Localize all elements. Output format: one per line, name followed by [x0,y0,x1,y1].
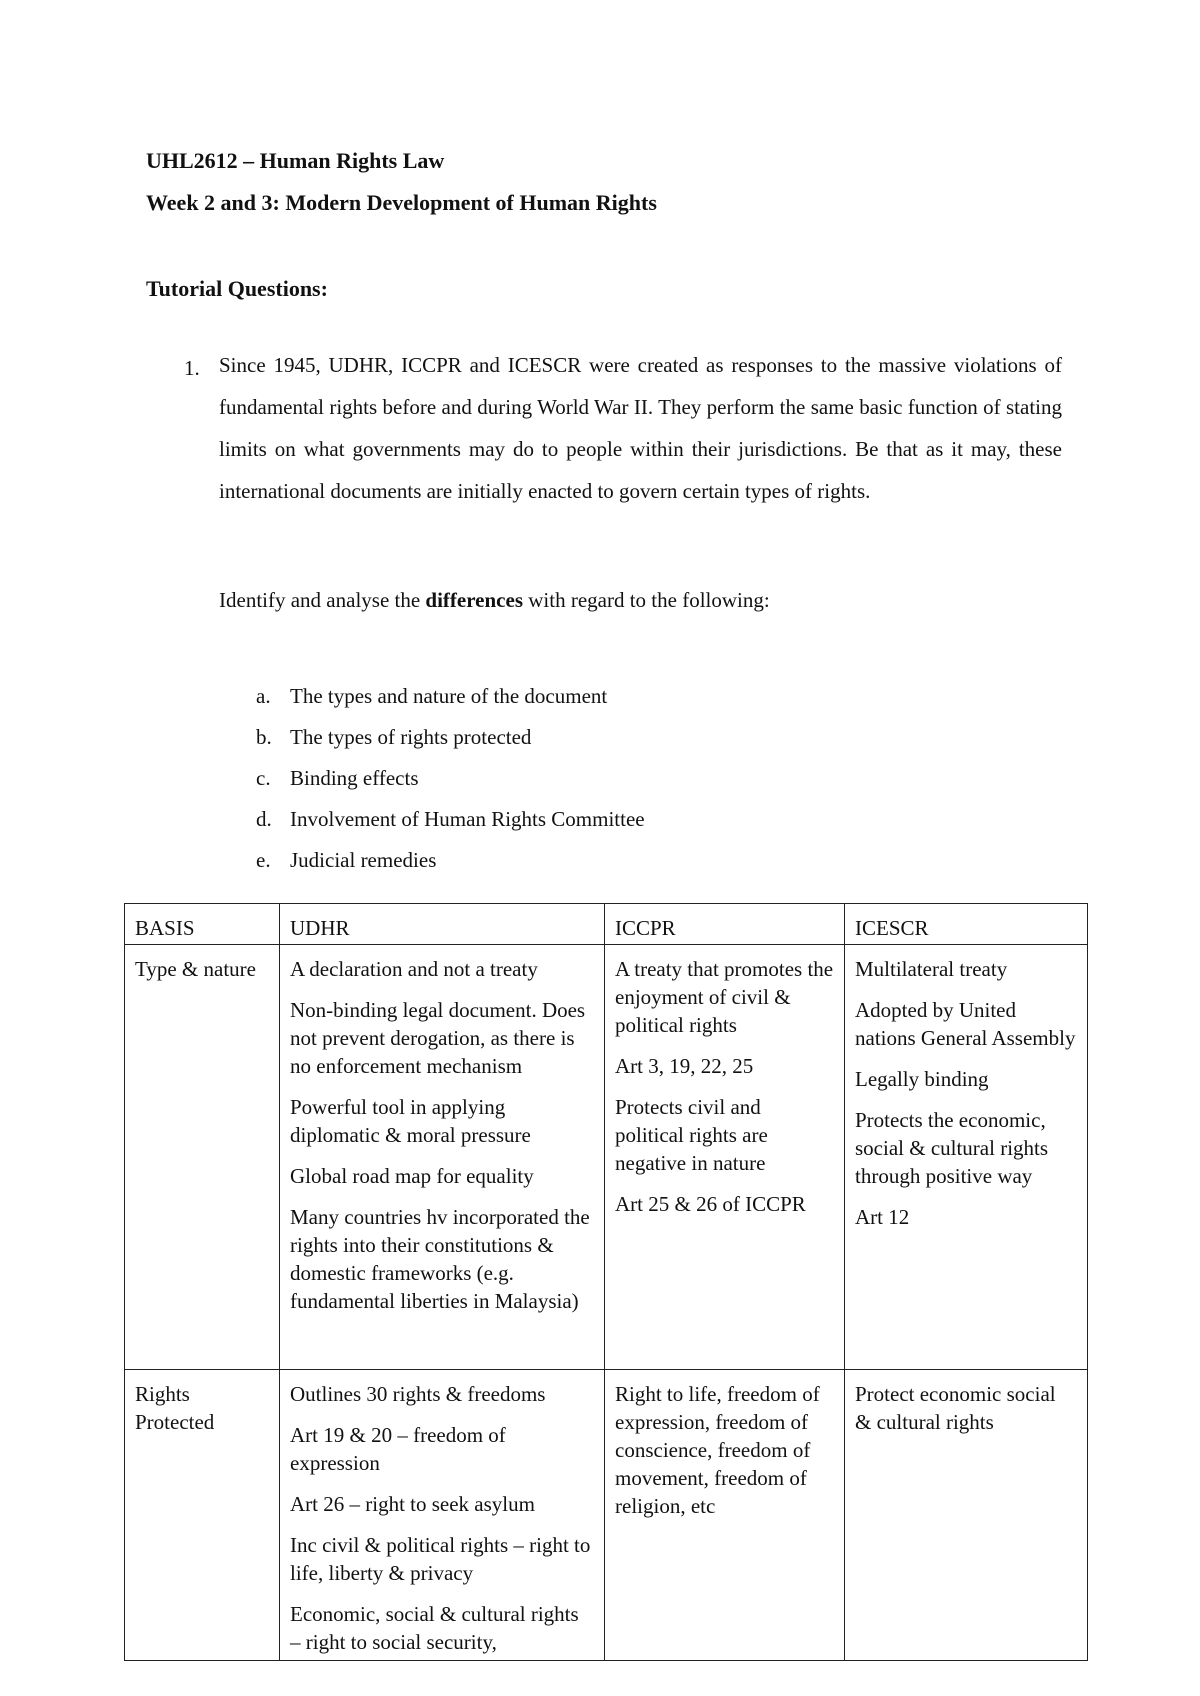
cell-paragraph: Multilateral treaty [855,957,1008,981]
cell-paragraph: Art 26 – right to seek asylum [290,1492,535,1516]
comparison-table [124,903,1088,1661]
sub-question-item [256,799,645,840]
icescr-cell [845,1370,1088,1661]
sub-question-item [256,758,645,799]
cell-paragraph: Art 12 [855,1205,910,1229]
sub-question-letter: c. [256,766,271,790]
cell-paragraph: Art 19 & 20 – freedom of expression [290,1423,506,1475]
sub-question-letter: e. [256,848,271,872]
cell-paragraph: Art 25 & 26 of ICCPR [615,1192,806,1216]
cell-paragraph: Many countries hv incorporated the rights into their constitutions & domestic frameworks (e.g. fundamental liberties in Malaysia) [290,1205,590,1313]
udhr-cell [280,1370,605,1661]
cell-paragraph: Protect economic social & cultural rights [855,1382,1056,1434]
sub-question-text: Judicial remedies [290,848,437,872]
instruction-text-start: Identify and analyse the [219,588,426,612]
basis-cell [125,1370,280,1661]
cell-paragraph: Economic, social & cultural rights – right to social security, [290,1602,579,1654]
cell-paragraph: Global road map for equality [290,1164,534,1188]
cell-paragraph: A treaty that promotes the enjoyment of civil & political rights [615,957,834,1037]
question-instruction [219,590,770,611]
cell-paragraph: Art 3, 19, 22, 25 [615,1054,754,1078]
sub-question-item [256,676,645,717]
cell-paragraph: Legally binding [855,1067,989,1091]
table-header-row [125,904,1088,945]
sub-question-item [256,840,645,881]
cell-paragraph: Protects civil and political rights are negative in nature [615,1095,768,1175]
sub-question-text: The types and nature of the document [290,684,608,708]
header-cell-icescr: ICESCR [845,904,1088,945]
basis-text: Rights Protected [135,1382,215,1434]
sub-question-letter: a. [256,684,271,708]
course-title: UHL2612 – Human Rights Law [146,148,445,173]
cell-paragraph: Outlines 30 rights & freedoms [290,1382,546,1406]
question-paragraph: Since 1945, UDHR, ICCPR and ICESCR were created as responses to the massive violations of fundamental rights before and during World War II. They perform the same basic function of stating limits on what governments may do to people within their jurisdictions. Be that as it may, these international documents are initially enacted to govern certain types of rights. [219,353,1062,503]
cell-paragraph: Inc civil & political rights – right to life, liberty & privacy [290,1533,591,1585]
iccpr-cell [605,945,845,1370]
iccpr-cell [605,1370,845,1661]
week-title: Week 2 and 3: Modern Development of Human Rights [146,190,657,215]
basis-cell [125,945,280,1370]
udhr-cell [280,945,605,1370]
sub-question-item [256,717,645,758]
cell-paragraph: Non-binding legal document. Does not prevent derogation, as there is no enforcement mechanism [290,998,586,1078]
header-cell-iccpr: ICCPR [605,904,845,945]
header-cell-basis: BASIS [125,904,280,945]
instruction-emphasis: differences [425,588,523,612]
sub-question-letter: d. [256,807,272,831]
instruction-text-end: with regard to the following: [523,588,770,612]
sub-question-text: Binding effects [290,766,419,790]
cell-paragraph: Right to life, freedom of expression, freedom of conscience, freedom of movement, freedom of religion, etc [615,1382,820,1518]
question-number: 1. [184,356,200,380]
tutorial-heading: Tutorial Questions: [146,276,328,301]
sub-question-text: Involvement of Human Rights Committee [290,807,645,831]
icescr-cell [845,945,1088,1370]
cell-paragraph: Powerful tool in applying diplomatic & moral pressure [290,1095,531,1147]
cell-paragraph: A declaration and not a treaty [290,957,538,981]
sub-question-text: The types of rights protected [290,725,532,749]
header-cell-udhr: UDHR [280,904,605,945]
table-row [125,945,1088,1370]
sub-question-letter: b. [256,725,272,749]
sub-question-list [256,676,645,881]
table-row [125,1370,1088,1661]
cell-paragraph: Adopted by United nations General Assembly [855,998,1076,1050]
basis-text: Type & nature [135,957,256,981]
cell-paragraph: Protects the economic, social & cultural rights through positive way [855,1108,1049,1188]
